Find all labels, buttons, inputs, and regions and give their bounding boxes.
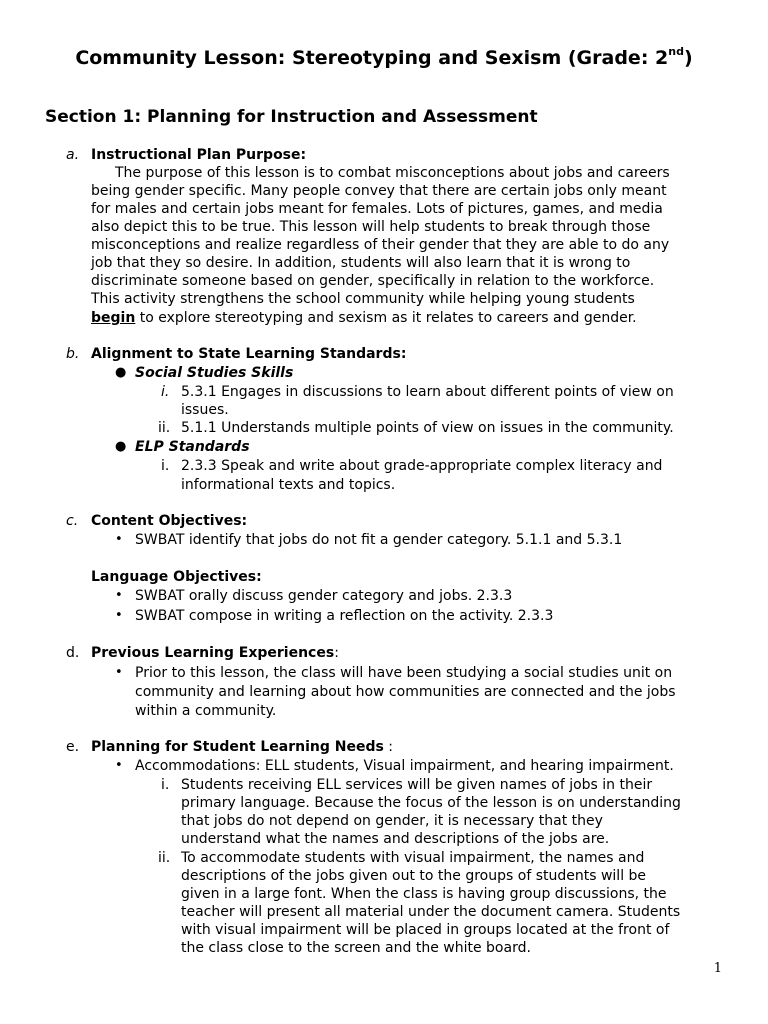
elp-i-line: informational texts and topics. <box>181 477 396 493</box>
language-objective: SWBAT orally discuss gender category and jobs. 2.3.3 <box>135 588 513 604</box>
e-i-marker: i. <box>161 777 170 793</box>
purpose-line: misconceptions and realize regardless of their gender that they are able to do any <box>91 237 670 253</box>
item-b-heading: Alignment to State Learning Standards: <box>91 346 407 362</box>
ss-i-line: 5.3.1 Engages in discussions to learn about different points of view on <box>181 384 674 400</box>
content-objective: SWBAT identify that jobs do not fit a gender category. 5.1.1 and 5.3.1 <box>135 532 623 548</box>
bullet-icon: • <box>115 758 123 773</box>
item-d-heading-line <box>91 644 339 662</box>
emphasis-begin: begin <box>91 310 136 326</box>
item-c-heading: Content Objectives: <box>91 513 248 529</box>
bullet-icon: • <box>115 608 123 623</box>
language-objective: SWBAT compose in writing a reflection on the activity. 2.3.3 <box>135 608 554 624</box>
purpose-line: job that they so desire. In addition, students will also learn that it is wrong to <box>91 255 631 271</box>
visual-impairment-line: with visual impairment will be placed in groups located at the front of <box>181 922 670 938</box>
ell-line: understand what the names and descriptions of the jobs are. <box>181 831 610 847</box>
item-d-colon: : <box>334 645 339 661</box>
bullet-icon: ● <box>115 439 127 454</box>
purpose-line: being gender specific. Many people convey that there are certain jobs only meant <box>91 183 667 199</box>
bullet-icon: • <box>115 588 123 603</box>
page-title <box>0 45 768 71</box>
elp-i-line: 2.3.3 Speak and write about grade-appropriate complex literacy and <box>181 458 663 474</box>
prior-learning-line: community and learning about how communities are connected and the jobs <box>135 684 676 700</box>
item-a-marker: a. <box>66 147 80 163</box>
visual-impairment-line: the class close to the screen and the white board. <box>181 940 531 956</box>
purpose-line: also depict this to be true. This lesson will help students to break through those <box>91 219 651 235</box>
item-b-marker: b. <box>66 346 80 362</box>
title-close: ) <box>683 47 693 69</box>
purpose-last-rest: to explore stereotyping and sexism as it relates to careers and gender. <box>135 310 637 326</box>
visual-impairment-line: descriptions of the jobs given out to the groups of students will be <box>181 868 647 884</box>
section-1-heading: Section 1: Planning for Instruction and Assessment <box>45 107 538 127</box>
bullet-icon: • <box>115 532 123 547</box>
item-e-colon: : <box>383 739 394 755</box>
social-studies-heading: Social Studies Skills <box>135 365 294 381</box>
ell-line: that jobs do not depend on gender, it is necessary that they <box>181 813 603 829</box>
title-superscript: nd <box>668 45 684 58</box>
visual-impairment-line: given in a large font. When the class is having group discussions, the <box>181 886 667 902</box>
item-d-heading: Previous Learning Experiences <box>91 645 335 661</box>
item-c-marker: c. <box>66 513 79 529</box>
prior-learning-line: within a community. <box>135 703 277 719</box>
bullet-icon: ● <box>115 365 127 380</box>
item-d-marker: d. <box>66 645 80 661</box>
accommodations-line: Accommodations: ELL students, Visual impairment, and hearing impairment. <box>135 758 674 774</box>
elp-i-marker: i. <box>161 458 170 474</box>
prior-learning-line: Prior to this lesson, the class will have been studying a social studies unit on <box>135 665 673 681</box>
item-e-heading-line <box>91 738 393 756</box>
title-text: Community Lesson: Stereotyping and Sexism (Grade: 2 <box>75 47 669 69</box>
page-number: 1 <box>713 961 722 976</box>
e-ii-marker: ii. <box>158 850 171 866</box>
visual-impairment-line: To accommodate students with visual impairment, the names and <box>181 850 645 866</box>
purpose-last-line <box>91 309 637 327</box>
ell-line: Students receiving ELL services will be given names of jobs in their <box>181 777 653 793</box>
ell-line: primary language. Because the focus of the lesson is on understanding <box>181 795 681 811</box>
purpose-line: The purpose of this lesson is to combat misconceptions about jobs and careers <box>115 165 670 181</box>
ss-ii-line: 5.1.1 Understands multiple points of view on issues in the community. <box>181 420 674 436</box>
purpose-line: discriminate someone based on gender, specifically in relation to the workforce. <box>91 273 655 289</box>
elp-heading: ELP Standards <box>135 439 250 455</box>
item-e-marker: e. <box>66 739 80 755</box>
purpose-line: This activity strengthens the school community while helping young students <box>91 291 635 307</box>
item-e-heading: Planning for Student Learning Needs <box>91 739 384 755</box>
ss-i-marker: i. <box>161 384 170 400</box>
item-a-heading: Instructional Plan Purpose: <box>91 147 307 163</box>
language-objectives-heading: Language Objectives: <box>91 569 262 585</box>
visual-impairment-line: teacher will present all material under the document camera. Students <box>181 904 681 920</box>
ss-i-line: issues. <box>181 402 229 418</box>
purpose-line: for males and certain jobs meant for females. Lots of pictures, games, and media <box>91 201 663 217</box>
bullet-icon: • <box>115 665 123 680</box>
ss-ii-marker: ii. <box>158 420 171 436</box>
